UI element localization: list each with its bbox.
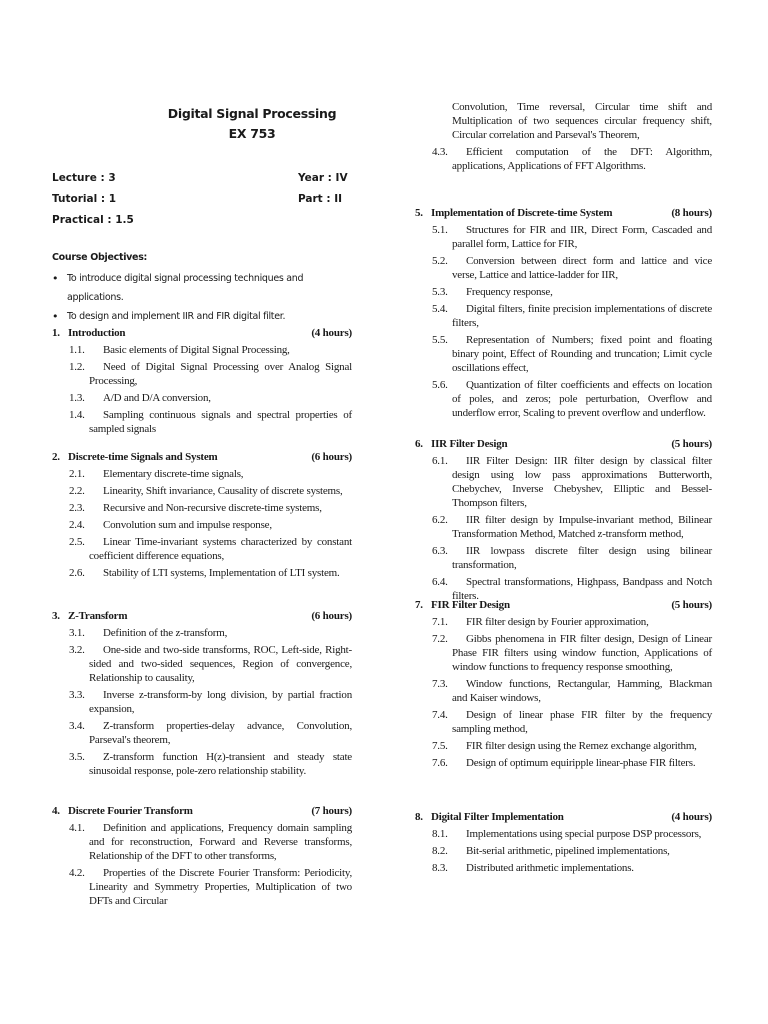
section-fir-filter <box>415 598 712 773</box>
course-objectives <box>52 252 362 326</box>
list-item <box>52 821 352 863</box>
section-heading <box>52 609 352 626</box>
item-number: 5.3. <box>432 286 448 298</box>
section-number: 3. <box>52 610 60 622</box>
section-implementation <box>415 206 712 423</box>
item-number: 1.3. <box>69 392 85 404</box>
item-number: 3.2. <box>69 644 85 656</box>
list-item <box>415 333 712 375</box>
item-text: Design of optimum equiripple linear-phase FIR filters. <box>466 757 696 769</box>
item-text: Frequency response, <box>466 286 553 298</box>
item-number: 6.2. <box>432 514 448 526</box>
item-text: IIR Filter Design: IIR filter design by classical filter design using low pass approximations Butterworth, Chebychev, Inverse Chebyshev, Elliptic and Bessel-Thompson filters, <box>452 455 712 509</box>
section-z-transform <box>52 609 352 781</box>
list-item <box>415 454 712 510</box>
item-text: Spectral transformations, Highpass, Bandpass and Notch filters. <box>452 576 712 602</box>
list-item <box>415 254 712 282</box>
item-number: 2.5. <box>69 536 85 548</box>
section-number: 4. <box>52 805 60 817</box>
objective-item: • To design and implement IIR and FIR digital filter. <box>52 307 362 326</box>
list-item <box>415 861 712 875</box>
item-text: Z-transform properties-delay advance, Convolution, Parseval's theorem, <box>89 720 352 746</box>
course-title: Digital Signal Processing <box>167 106 337 121</box>
course-code: EX 753 <box>228 126 276 141</box>
section-filter-implementation <box>415 810 712 878</box>
item-number: 6.3. <box>432 545 448 557</box>
objectives-heading: Course Objectives: <box>52 252 148 263</box>
section-heading <box>52 326 352 343</box>
list-item <box>415 632 712 674</box>
section-title: Discrete Fourier Transform <box>68 805 193 817</box>
section-heading <box>415 810 712 827</box>
item-text: Inverse z-transform-by long division, by partial fraction expansion, <box>89 689 352 715</box>
section-number: 1. <box>52 327 60 339</box>
part: Part : II <box>298 193 343 205</box>
list-item <box>52 626 352 640</box>
list-item <box>52 566 352 580</box>
item-text: Properties of the Discrete Fourier Transform: Periodicity, Linearity and Symmetry Properties, Multiplication of two DFTs and Circular <box>89 867 352 907</box>
list-item <box>415 677 712 705</box>
item-text: Digital filters, finite precision implementations of discrete filters, <box>452 303 712 329</box>
item-text: Linear Time-invariant systems characterized by constant coefficient difference equations, <box>89 536 352 562</box>
list-item <box>415 708 712 736</box>
list-item <box>52 343 352 357</box>
item-number: 2.3. <box>69 502 85 514</box>
item-number: 2.2. <box>69 485 85 497</box>
lecture-hours: Lecture : 3 <box>52 172 116 184</box>
list-item <box>415 844 712 858</box>
item-text: Quantization of filter coefficients and effects on location of poles, and zeros; pole perturbation, Overflow and underflow error, Scaling to prevent overflow and underflow. <box>452 379 712 419</box>
item-text: Bit-serial arithmetic, pipelined implementations, <box>466 845 670 857</box>
list-item <box>415 285 712 299</box>
item-number: 5.2. <box>432 255 448 267</box>
item-number: 7.2. <box>432 633 448 645</box>
item-number: 3.5. <box>69 751 85 763</box>
section-dft <box>52 804 352 911</box>
item-number: 5.6. <box>432 379 448 391</box>
item-text: FIR filter design by Fourier approximation, <box>466 616 649 628</box>
item-text: Linearity, Shift invariance, Causality of discrete systems, <box>103 485 343 497</box>
item-number: 7.4. <box>432 709 448 721</box>
section-title: IIR Filter Design <box>431 438 508 450</box>
item-number: 6.4. <box>432 576 448 588</box>
item-number: 6.1. <box>432 455 448 467</box>
item-text: Structures for FIR and IIR, Direct Form, Cascaded and parallel form, Lattice for FIR, <box>452 224 712 250</box>
objective-item: • To introduce digital signal processing techniques and applications. <box>52 269 362 307</box>
item-text: Conversion between direct form and lattice and vice verse, Lattice and lattice-ladder for IIR, <box>452 255 712 281</box>
list-item <box>415 145 712 173</box>
section-heading <box>415 598 712 615</box>
item-number: 8.1. <box>432 828 448 840</box>
item-number: 7.3. <box>432 678 448 690</box>
list-item <box>52 750 352 778</box>
list-item <box>52 484 352 498</box>
list-item <box>52 391 352 405</box>
item-text: IIR lowpass discrete filter design using bilinear transformation, <box>452 545 712 571</box>
item-number: 2.1. <box>69 468 85 480</box>
item-text: Basic elements of Digital Signal Processing, <box>103 344 290 356</box>
list-item <box>415 615 712 629</box>
course-meta <box>52 172 352 235</box>
section-title: Implementation of Discrete-time System <box>431 207 613 219</box>
item-text: Need of Digital Signal Processing over Analog Signal Processing, <box>89 361 352 387</box>
section-hours: (4 hours) <box>311 327 352 339</box>
item-text: Design of linear phase FIR filter by the frequency sampling method, <box>452 709 712 735</box>
item-text: One-side and two-side transforms, ROC, Left-side, Right-sided and two-sided sequences, Region of convergence, Relationship to causality, <box>89 644 352 684</box>
item-text: Gibbs phenomena in FIR filter design, Design of Linear Phase FIR filters using window function, Applications of window functions to frequency response smoothing, <box>452 633 712 673</box>
item-number: 7.1. <box>432 616 448 628</box>
list-item <box>52 360 352 388</box>
list-item <box>52 688 352 716</box>
list-item <box>415 544 712 572</box>
item-text: Stability of LTI systems, Implementation of LTI system. <box>103 567 340 579</box>
item-text: Definition and applications, Frequency domain sampling and for reconstruction, Forward and Reverse transforms, Relationship of the DFT to other transforms, <box>89 822 352 862</box>
item-number: 7.5. <box>432 740 448 752</box>
section-number: 5. <box>415 207 423 219</box>
section-heading <box>52 804 352 821</box>
item-number: 4.2. <box>69 867 85 879</box>
list-item <box>52 467 352 481</box>
section-heading <box>52 450 352 467</box>
section-title: Discrete-time Signals and System <box>68 451 218 463</box>
item-text: Definition of the z-transform, <box>103 627 228 639</box>
section-hours: (5 hours) <box>671 438 712 450</box>
tutorial-hours: Tutorial : 1 <box>52 193 116 205</box>
course-title-block <box>152 104 352 144</box>
section-dft-continued <box>415 100 712 176</box>
section-title: Z-Transform <box>68 610 128 622</box>
section-hours: (6 hours) <box>311 451 352 463</box>
section-introduction <box>52 326 352 439</box>
item-text: Sampling continuous signals and spectral properties of sampled signals <box>89 409 352 435</box>
item-number: 2.6. <box>69 567 85 579</box>
item-number: 3.3. <box>69 689 85 701</box>
list-item <box>52 501 352 515</box>
list-item <box>52 643 352 685</box>
item-continuation: Convolution, Time reversal, Circular time shift and Multiplication of two sequences circular frequency shift, Circular correlation and Parseval's Theorem, <box>452 101 712 141</box>
item-number: 4.3. <box>432 146 448 158</box>
item-number: 7.6. <box>432 757 448 769</box>
list-item <box>415 513 712 541</box>
item-number: 3.1. <box>69 627 85 639</box>
section-heading <box>415 437 712 454</box>
section-heading <box>415 206 712 223</box>
item-number: 4.1. <box>69 822 85 834</box>
item-text: IIR filter design by Impulse-invariant method, Bilinear Transformation Method, Matched z-transform method, <box>452 514 712 540</box>
item-number: 1.2. <box>69 361 85 373</box>
item-text: Elementary discrete-time signals, <box>103 468 244 480</box>
item-number: 1.1. <box>69 344 85 356</box>
item-number: 2.4. <box>69 519 85 531</box>
item-text: Z-transform function H(z)-transient and steady state sinusoidal response, pole-zero relationship stability. <box>89 751 352 777</box>
section-number: 8. <box>415 811 423 823</box>
list-item <box>415 739 712 753</box>
list-item <box>52 866 352 908</box>
item-number: 8.3. <box>432 862 448 874</box>
list-item <box>52 535 352 563</box>
item-text: Convolution sum and impulse response, <box>103 519 272 531</box>
item-text: Efficient computation of the DFT: Algorithm, applications, Applications of FFT Algorithms. <box>452 146 712 172</box>
section-hours: (6 hours) <box>311 610 352 622</box>
list-item <box>415 378 712 420</box>
section-hours: (4 hours) <box>671 811 712 823</box>
year: Year : IV <box>298 172 348 184</box>
item-text: Recursive and Non-recursive discrete-time systems, <box>103 502 322 514</box>
section-title: FIR Filter Design <box>431 599 510 611</box>
item-number: 5.4. <box>432 303 448 315</box>
section-number: 6. <box>415 438 423 450</box>
item-number: 5.5. <box>432 334 448 346</box>
item-text: Distributed arithmetic implementations. <box>466 862 634 874</box>
list-item <box>52 719 352 747</box>
section-hours: (5 hours) <box>671 599 712 611</box>
list-item <box>52 408 352 436</box>
list-item <box>52 518 352 532</box>
section-hours: (8 hours) <box>671 207 712 219</box>
item-text: Representation of Numbers; fixed point and floating binary point, Effect of Rounding and truncation; Limit cycle oscillations effect, <box>452 334 712 374</box>
practical-hours: Practical : 1.5 <box>52 214 134 226</box>
list-item <box>415 827 712 841</box>
section-iir-filter <box>415 437 712 606</box>
item-text: Window functions, Rectangular, Hamming, Blackman and Kaiser windows, <box>452 678 712 704</box>
section-title: Digital Filter Implementation <box>431 811 564 823</box>
item-text: FIR filter design using the Remez exchange algorithm, <box>466 740 697 752</box>
item-number: 1.4. <box>69 409 85 421</box>
item-number: 5.1. <box>432 224 448 236</box>
section-discrete-time-signals <box>52 450 352 583</box>
list-item <box>415 756 712 770</box>
item-number: 8.2. <box>432 845 448 857</box>
section-number: 2. <box>52 451 60 463</box>
list-item <box>415 223 712 251</box>
item-number: 3.4. <box>69 720 85 732</box>
section-title: Introduction <box>68 327 126 339</box>
item-text: Implementations using special purpose DSP processors, <box>466 828 702 840</box>
item-text: A/D and D/A conversion, <box>103 392 211 404</box>
section-number: 7. <box>415 599 423 611</box>
list-item <box>415 302 712 330</box>
section-hours: (7 hours) <box>311 805 352 817</box>
